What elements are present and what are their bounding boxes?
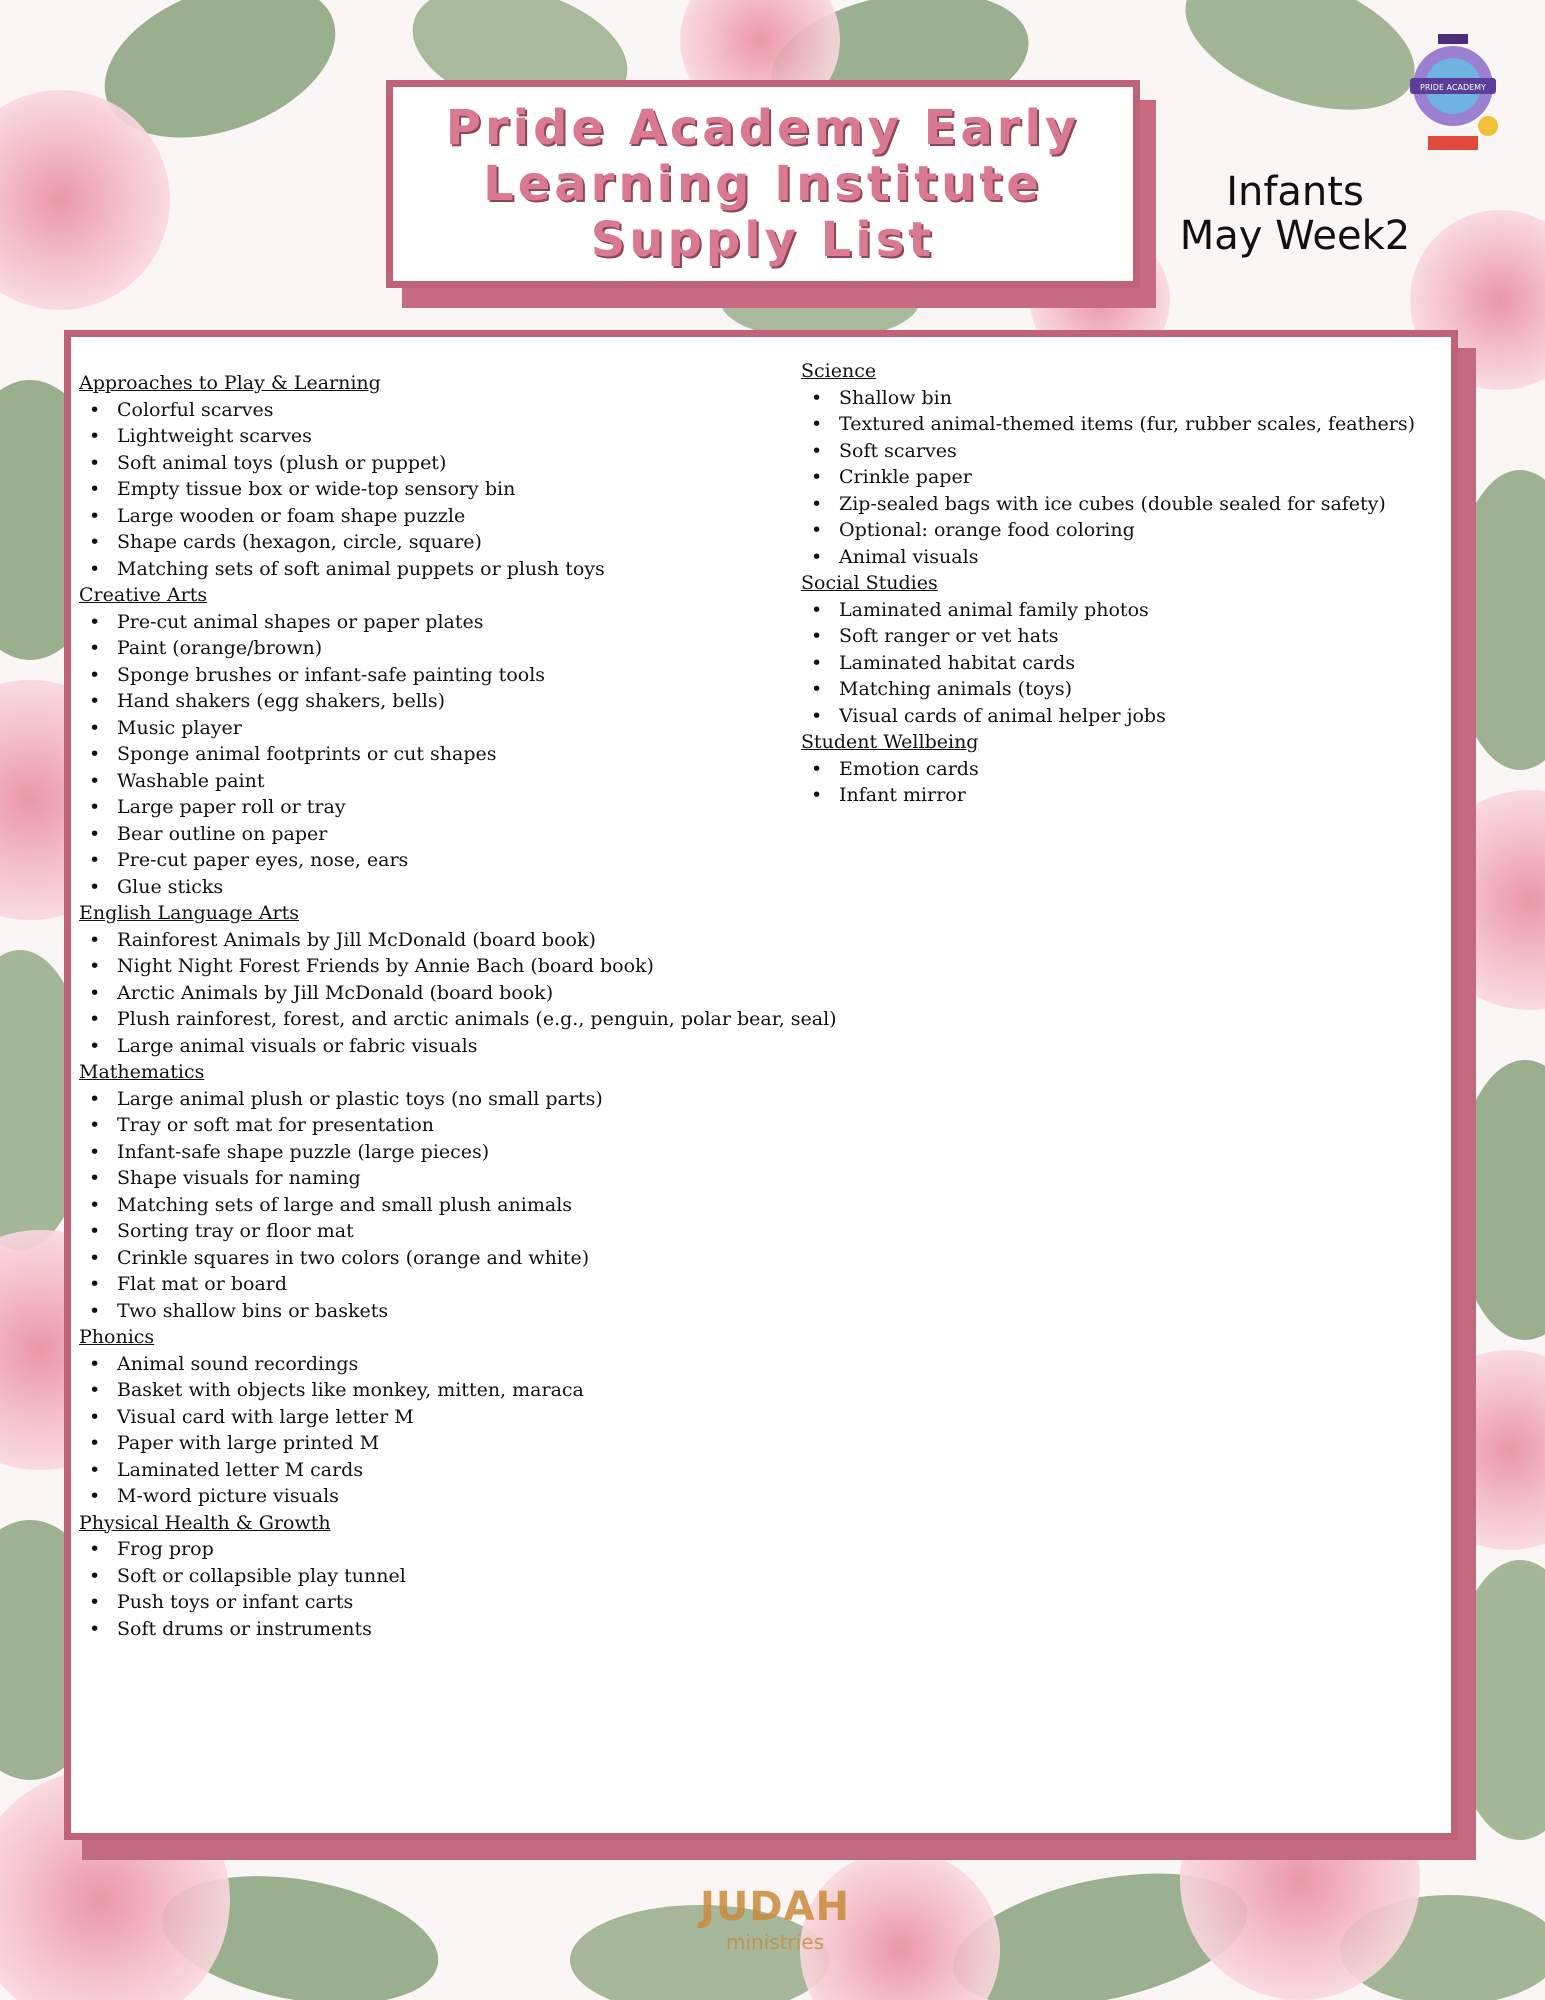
- supply-item: • Glue sticks: [79, 874, 779, 901]
- supply-item: • Shape visuals for naming: [79, 1165, 779, 1192]
- supply-list: [801, 385, 1441, 571]
- supply-item: • Paint (orange/brown): [79, 635, 779, 662]
- right-column: [801, 358, 1441, 809]
- supply-item: • Plush rainforest, forest, and arctic animals (e.g., penguin, polar bear, seal): [79, 1006, 779, 1033]
- supply-item: • Soft scarves: [801, 438, 1441, 465]
- supply-list: [79, 1536, 779, 1642]
- supply-item: • M-word picture visuals: [79, 1483, 779, 1510]
- supply-item: • Night Night Forest Friends by Annie Bach (board book): [79, 953, 779, 980]
- supply-item: • Lightweight scarves: [79, 423, 779, 450]
- supply-item: • Visual cards of animal helper jobs: [801, 703, 1441, 730]
- supply-item: • Flat mat or board: [79, 1271, 779, 1298]
- supply-item: • Shape cards (hexagon, circle, square): [79, 529, 779, 556]
- supply-item: • Soft drums or instruments: [79, 1616, 779, 1643]
- watermark-name: JUDAH: [700, 1884, 850, 1930]
- left-column: [79, 370, 837, 1642]
- supply-item: • Pre-cut animal shapes or paper plates: [79, 609, 779, 636]
- supply-item: • Rainforest Animals by Jill McDonald (board book): [79, 927, 779, 954]
- supply-item: • Soft animal toys (plush or puppet): [79, 450, 779, 477]
- supply-item: • Frog prop: [79, 1536, 779, 1563]
- supply-list-panel: [64, 330, 1458, 1840]
- judah-watermark: [690, 1860, 860, 1970]
- supply-item: • Optional: orange food coloring: [801, 517, 1441, 544]
- section-title: Student Wellbeing: [801, 731, 979, 753]
- supply-item: • Washable paint: [79, 768, 779, 795]
- supply-list: [79, 397, 779, 583]
- supply-item: • Soft or collapsible play tunnel: [79, 1563, 779, 1590]
- section-title: Approaches to Play & Learning: [79, 372, 381, 394]
- supply-item: • Music player: [79, 715, 779, 742]
- title-card: [386, 80, 1140, 288]
- supply-item: • Arctic Animals by Jill McDonald (board book): [79, 980, 779, 1007]
- supply-item: • Crinkle paper: [801, 464, 1441, 491]
- supply-item: • Laminated letter M cards: [79, 1457, 779, 1484]
- supply-item: • Laminated animal family photos: [801, 597, 1441, 624]
- section-title: Social Studies: [801, 572, 938, 594]
- supply-item: • Two shallow bins or baskets: [79, 1298, 779, 1325]
- supply-item: • Matching sets of large and small plush animals: [79, 1192, 779, 1219]
- supply-list: [79, 1086, 779, 1325]
- supply-item: • Colorful scarves: [79, 397, 779, 424]
- section-title: Creative Arts: [79, 584, 208, 606]
- section-title: Physical Health & Growth: [79, 1511, 331, 1534]
- title-line-3: Supply List: [590, 212, 936, 268]
- supply-item: • Sorting tray or floor mat: [79, 1218, 779, 1245]
- watermark-sub: ministries: [725, 1930, 825, 1954]
- age-group: Infants: [1226, 169, 1364, 215]
- section-title: Science: [801, 360, 877, 382]
- class-week-label: [1150, 170, 1440, 258]
- supply-item: • Pre-cut paper eyes, nose, ears: [79, 847, 779, 874]
- school-logo: [1388, 16, 1518, 166]
- supply-item: • Tray or soft mat for presentation: [79, 1112, 779, 1139]
- supply-item: • Sponge brushes or infant-safe painting tools: [79, 662, 779, 689]
- supply-item: • Sponge animal footprints or cut shapes: [79, 741, 779, 768]
- section-title: Mathematics: [79, 1061, 205, 1083]
- supply-item: • Bear outline on paper: [79, 821, 779, 848]
- supply-item: • Laminated habitat cards: [801, 650, 1441, 677]
- section-title: Phonics: [79, 1326, 155, 1348]
- supply-item: • Basket with objects like monkey, mitten, maraca: [79, 1377, 779, 1404]
- supply-item: • Empty tissue box or wide-top sensory bin: [79, 476, 779, 503]
- supply-item: • Animal sound recordings: [79, 1351, 779, 1378]
- supply-list: [801, 597, 1441, 730]
- supply-list: [79, 1351, 779, 1510]
- supply-item: • Shallow bin: [801, 385, 1441, 412]
- supply-item: • Textured animal-themed items (fur, rubber scales, feathers): [801, 411, 1441, 438]
- supply-item: • Infant-safe shape puzzle (large pieces): [79, 1139, 779, 1166]
- supply-item: • Matching sets of soft animal puppets or plush toys: [79, 556, 779, 583]
- supply-item: • Large animal visuals or fabric visuals: [79, 1033, 779, 1060]
- supply-item: • Matching animals (toys): [801, 676, 1441, 703]
- title-line-1: Pride Academy Early: [445, 100, 1081, 156]
- supply-item: • Soft ranger or vet hats: [801, 623, 1441, 650]
- school-logo-icon: [1388, 16, 1518, 166]
- supply-item: • Large animal plush or plastic toys (no small parts): [79, 1086, 779, 1113]
- supply-list: [79, 609, 779, 901]
- week-label: May Week2: [1179, 213, 1411, 259]
- supply-item: • Hand shakers (egg shakers, bells): [79, 688, 779, 715]
- page-title: [446, 100, 1080, 268]
- supply-item: • Paper with large printed M: [79, 1430, 779, 1457]
- logo-text: PRIDE ACADEMY: [1420, 83, 1486, 92]
- supply-list: [801, 756, 1441, 809]
- supply-item: • Visual card with large letter M: [79, 1404, 779, 1431]
- supply-item: • Push toys or infant carts: [79, 1589, 779, 1616]
- supply-item: • Emotion cards: [801, 756, 1441, 783]
- supply-item: • Zip-sealed bags with ice cubes (double sealed for safety): [801, 491, 1441, 518]
- section-title: English Language Arts: [79, 902, 299, 924]
- supply-item: • Infant mirror: [801, 782, 1441, 809]
- supply-list: [79, 927, 837, 1060]
- supply-item: • Animal visuals: [801, 544, 1441, 571]
- supply-item: • Large paper roll or tray: [79, 794, 779, 821]
- title-line-2: Learning Institute: [483, 156, 1043, 212]
- supply-item: • Large wooden or foam shape puzzle: [79, 503, 779, 530]
- supply-item: • Crinkle squares in two colors (orange and white): [79, 1245, 779, 1272]
